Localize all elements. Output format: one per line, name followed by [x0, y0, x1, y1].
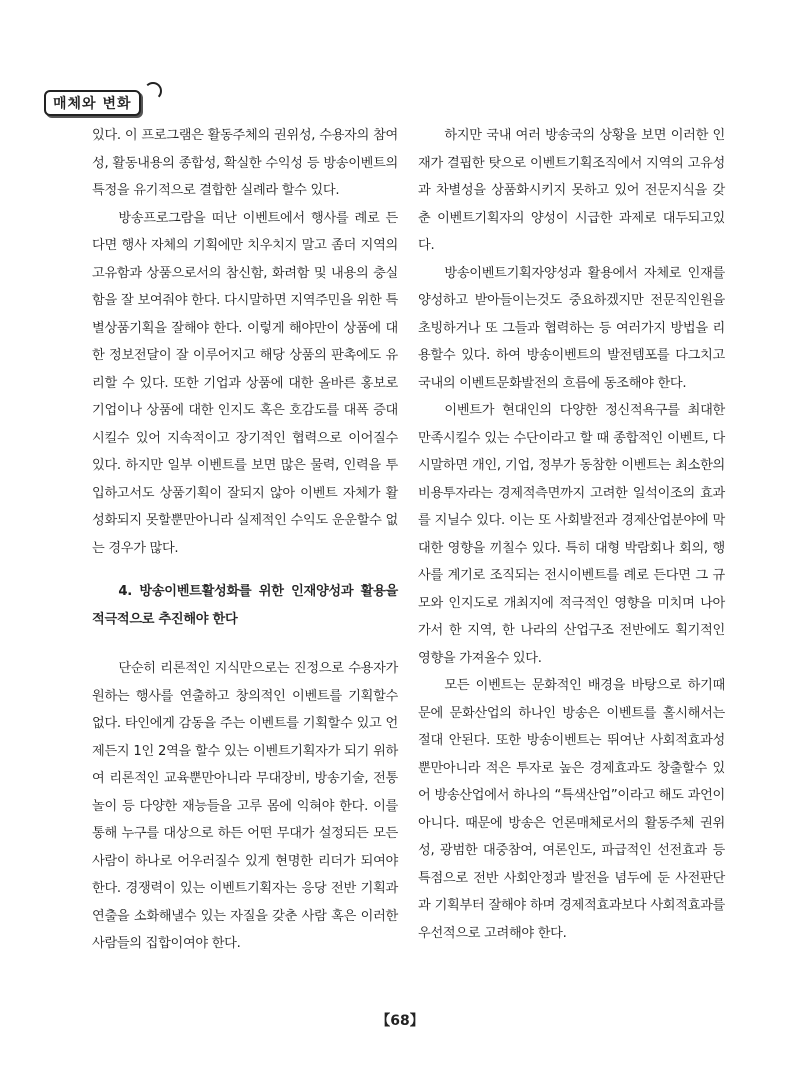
- page-number: 【68】: [376, 1013, 424, 1029]
- section-heading: 4. 방송이벤트활성화를 위한 인재양성과 활용을 적극적으로 추진해야 한다: [92, 584, 398, 627]
- right-column: [418, 122, 725, 947]
- paragraph: 단순히 리론적인 지식만으로는 진정으로 수용자가 원하는 행사를 연출하고 창의적인 이벤트를 기획할수 없다. 타인에게 감동을 주는 이벤트를 기획할수 있고 언제든지 1인 2역을 할수 있는 이벤트기획자가 되기 위하여 리론적인 교육뿐만아니라 무대장비, 방송기술, 전통놀이 등 다양한 재능들을 고루 몸에 익혀야 한다. 이를 통해 누구를 대상으로 하든 어떤 무대가 설정되든 모든 사람이 하나로 어우러질수 있게 현명한 리더가 되여야 한다. 경쟁력이 있는 이벤트기획자는 응당 전반 기획과 연출을 소화해낼수 있는 자질을 갖춘 사람 혹은 이러한 사람들의 집합이여야 한다.: [92, 661, 398, 951]
- left-column: [92, 122, 398, 958]
- section-logo: [44, 82, 162, 116]
- paragraph: 있다. 이 프로그램은 활동주체의 권위성, 수용자의 참여성, 활동내용의 종합성, 확실한 수익성 등 방송이벤트의 특정을 유기적으로 결합한 실례라 할수 있다.: [92, 128, 398, 198]
- swirl-icon: [144, 82, 162, 100]
- paragraph: 하지만 국내 여러 방송국의 상황을 보면 이러한 인재가 결핍한 탓으로 이벤트기획조직에서 지역의 고유성과 차별성을 상품화시키지 못하고 있어 전문지식을 갖춘 이벤트기획자의 양성이 시급한 과제로 대두되고있다.: [418, 128, 725, 253]
- logo-text: 매체와 변화: [44, 90, 141, 116]
- paragraph: 모든 이벤트는 문화적인 배경을 바탕으로 하기때문에 문화산업의 하나인 방송은 이벤트를 홀시해서는 절대 안된다. 또한 방송이벤트는 뛰여난 사회적효과성뿐만아니라 적은 투자로 높은 경제효과도 창출할수 있어 방송산업에서 하나의 “특색산업”이라고 해도 과언이 아니다. 때문에 방송은 언론매체로서의 활동주체 권위성, 광범한 대중참여, 여론인도, 파급적인 선전효과 등 특점으로 전반 사회안정과 발전을 념두에 둔 사전판단과 기획부터 잘해야 하며 경제적효과보다 사회적효과를 우선적으로 고려해야 한다.: [418, 678, 725, 941]
- paragraph: 이벤트가 현대인의 다양한 정신적욕구를 최대한 만족시킬수 있는 수단이라고 할 때 종합적인 이벤트, 다시말하면 개인, 기업, 정부가 동참한 이벤트는 최소한의 비용투자라는 경제적측면까지 고려한 일석이조의 효과를 지닐수 있다. 이는 또 사회발전과 경제산업분야에 막대한 영향을 끼칠수 있다. 특히 대형 박람회나 회의, 행사를 계기로 조직되는 전시이벤트를 례로 든다면 그 규모와 인지도로 개최지에 적극적인 영향을 미치며 나아가서 한 지역, 한 나라의 산업구조 전반에도 획기적인 영향을 가져올수 있다.: [418, 403, 725, 666]
- paragraph: 방송프로그람을 떠난 이벤트에서 행사를 례로 든다면 행사 자체의 기획에만 치우치지 말고 좀더 지역의 고유함과 상품으로서의 참신함, 화려함 및 내용의 충실함을 잘 보여줘야 한다. 다시말하면 지역주민을 위한 특별상품기획을 잘해야 한다. 이렇게 해야만이 상품에 대한 정보전달이 잘 이루어지고 해당 상품의 판촉에도 유리할 수 있다. 또한 기업과 상품에 대한 올바른 홍보로 기업이나 상품에 대한 인지도 혹은 호감도를 대폭 증대시킬수 있어 지속적이고 장기적인 협력으로 이어질수 있다. 하지만 일부 이벤트를 보면 많은 물력, 인력을 투입하고서도 상품기획이 잘되지 않아 이벤트 자체가 활성화되지 못할뿐만아니라 실제적인 수익도 운운할수 없는 경우가 많다.: [92, 210, 398, 556]
- paragraph: 방송이벤트기획자양성과 활용에서 자체로 인재를 양성하고 받아들이는것도 중요하겠지만 전문직인원을 초빙하거나 또 그들과 협력하는 등 여러가지 방법을 리용할수 있다. 하여 방송이벤트의 발전템포를 다그치고 국내의 이벤트문화발전의 흐름에 동조해야 한다.: [418, 265, 725, 391]
